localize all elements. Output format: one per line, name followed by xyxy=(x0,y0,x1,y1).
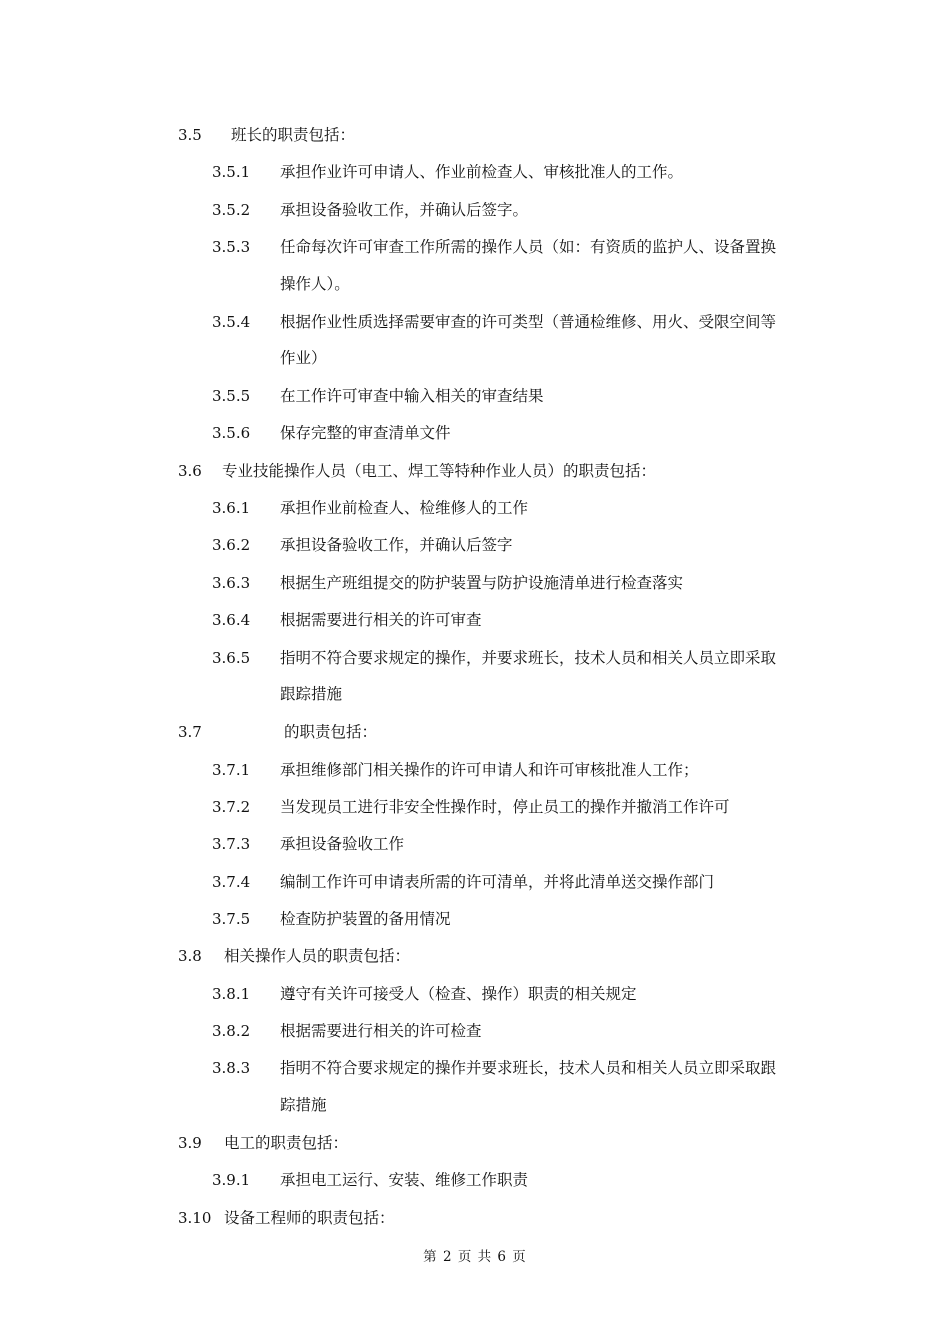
item-number: 3.7.3 xyxy=(212,835,251,853)
item-text: 检查防护装置的备用情况 xyxy=(280,910,451,928)
section-text: 相关操作人员的职责包括： xyxy=(224,947,411,965)
section-number: 3.9 xyxy=(178,1134,202,1152)
item-text: 编制工作许可申请表所需的许可清单，并将此清单送交操作部门 xyxy=(280,873,715,891)
item-number: 3.6.3 xyxy=(212,574,251,592)
item-number: 3.5.3 xyxy=(212,238,251,256)
item-text: 任命每次许可审查工作所需的操作人员（如：有资质的监护人、设备置换 xyxy=(280,238,777,256)
item-text: 承担设备验收工作，并确认后签字 xyxy=(280,536,513,554)
item-number: 3.5.4 xyxy=(212,313,251,331)
section-number: 3.10 xyxy=(178,1209,212,1227)
item-number: 3.7.2 xyxy=(212,798,251,816)
item-number: 3.8.3 xyxy=(212,1059,251,1077)
item-number: 3.8.1 xyxy=(212,985,251,1003)
item-text: 承担设备验收工作 xyxy=(280,835,405,853)
item-text: 保存完整的审查清单文件 xyxy=(280,424,451,442)
item-number: 3.6.5 xyxy=(212,649,251,667)
item-number: 3.8.2 xyxy=(212,1022,251,1040)
item-number: 3.5.2 xyxy=(212,201,251,219)
section-text: 设备工程师的职责包括： xyxy=(224,1209,395,1227)
item-text-continuation: 操作人）。 xyxy=(280,275,350,293)
page-footer: 第 2 页 共 6 页 xyxy=(423,1249,527,1265)
item-number: 3.6.1 xyxy=(212,499,251,517)
item-text: 遵守有关许可接受人（检查、操作）职责的相关规定 xyxy=(280,985,637,1003)
item-number: 3.6.4 xyxy=(212,611,251,629)
item-text-continuation: 跟踪措施 xyxy=(280,685,343,703)
item-number: 3.9.1 xyxy=(212,1171,251,1189)
section-text: 班长的职责包括： xyxy=(231,126,356,144)
section-number: 3.6 xyxy=(178,462,202,480)
item-number: 3.5.1 xyxy=(212,163,251,181)
section-number: 3.7 xyxy=(178,723,202,741)
item-text: 根据作业性质选择需要审查的许可类型（普通检维修、用火、受限空间等 xyxy=(280,313,777,331)
item-number: 3.7.4 xyxy=(212,873,251,891)
section-text: 电工的职责包括： xyxy=(224,1134,349,1152)
item-text: 承担电工运行、安装、维修工作职责 xyxy=(280,1171,529,1189)
item-text: 指明不符合要求规定的操作，并要求班长，技术人员和相关人员立即采取 xyxy=(280,649,777,667)
item-text: 在工作许可审查中输入相关的审查结果 xyxy=(280,387,544,405)
item-text: 承担作业前检查人、检维修人的工作 xyxy=(280,499,529,517)
item-number: 3.7.5 xyxy=(212,910,251,928)
item-text: 当发现员工进行非安全性操作时，停止员工的操作并撤消工作许可 xyxy=(280,798,730,816)
item-text: 根据生产班组提交的防护装置与防护设施清单进行检查落实 xyxy=(280,574,684,592)
item-text: 指明不符合要求规定的操作并要求班长，技术人员和相关人员立即采取跟 xyxy=(280,1059,777,1077)
item-text-continuation: 作业） xyxy=(280,349,327,367)
section-number: 3.8 xyxy=(178,947,202,965)
item-text: 根据需要进行相关的许可检查 xyxy=(280,1022,482,1040)
item-text: 承担作业许可申请人、作业前检查人、审核批准人的工作。 xyxy=(280,163,684,181)
item-text-continuation: 踪措施 xyxy=(280,1096,327,1114)
section-text: 专业技能操作人员（电工、焊工等特种作业人员）的职责包括： xyxy=(222,462,657,480)
item-text: 承担设备验收工作，并确认后签字。 xyxy=(280,201,529,219)
item-text: 根据需要进行相关的许可审查 xyxy=(280,611,482,629)
item-number: 3.5.6 xyxy=(212,424,251,442)
item-number: 3.6.2 xyxy=(212,536,251,554)
section-text: 的职责包括： xyxy=(284,723,378,741)
section-number: 3.5 xyxy=(178,126,202,144)
item-number: 3.5.5 xyxy=(212,387,251,405)
item-number: 3.7.1 xyxy=(212,761,251,779)
item-text: 承担维修部门相关操作的许可申请人和许可审核批准人工作； xyxy=(280,761,699,779)
